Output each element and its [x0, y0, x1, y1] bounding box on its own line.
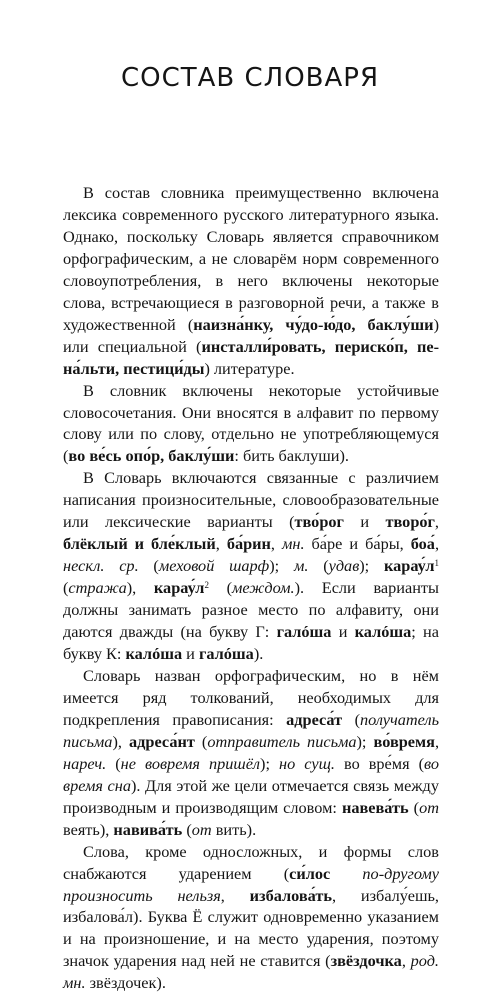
text-run: вить). [211, 819, 257, 839]
text-run: ( [182, 819, 192, 839]
homonym-index: 1 [434, 558, 439, 569]
paragraph [63, 467, 439, 665]
bold-term: боа́ [410, 534, 435, 554]
bold-term: во́время [373, 731, 435, 751]
text-run: ( [106, 753, 121, 773]
bold-term: си́лос [289, 863, 331, 883]
text-run: ); [359, 556, 384, 576]
text-run: В Словарь включаются связанные с различием написания произносительные, словообразовательные или лексические варианты ( [63, 468, 439, 532]
italic-note: междом. [232, 578, 295, 598]
text-run: во вре́мя ( [334, 753, 425, 773]
text-run: : бить баклуши). [234, 446, 349, 466]
bold-term: навева́ть [341, 797, 409, 817]
italic-note: удав [328, 556, 360, 576]
bold-term: во ве́сь опо́р, баклу́ши [68, 446, 235, 466]
text-run: , [215, 534, 227, 554]
text-run: ). Если варианты должны занимать разное место по алфавиту, они даются дважды (на букву Г: [63, 578, 439, 642]
italic-note: от [419, 797, 439, 817]
bold-term: звёздочка [330, 951, 402, 971]
text-run: ). Для этой же цели отмечается связь между производным и производящим словом: [63, 775, 439, 817]
bold-term: карау́л [383, 556, 435, 576]
text-run: , [270, 534, 282, 554]
text-run: , [401, 951, 411, 971]
italic-note: получатель письма [63, 709, 439, 751]
text-run [330, 864, 362, 883]
text-run: , [434, 512, 439, 532]
text-run: ( [342, 709, 361, 729]
text-run: ); [260, 753, 280, 773]
text-run: ). [253, 644, 264, 664]
text-run: В словник включены некоторые устойчивые словосочетания. Они вносятся в алфавит по первому слову или по слову, отдельно не употребляющемуся ( [63, 380, 439, 466]
bold-term: калóша [354, 622, 412, 642]
bold-term: творо́г [385, 512, 435, 532]
text-run: ); [356, 731, 374, 751]
text-run: веять), [63, 819, 114, 839]
italic-note: не вовремя пришёл [120, 753, 261, 773]
italic-note: отправитель письма [207, 731, 357, 751]
bold-term: карау́л [153, 578, 205, 598]
paragraph [63, 841, 439, 994]
paragraph [63, 182, 439, 380]
bold-term: адреса́т [286, 709, 343, 729]
bold-term: калóша [125, 644, 183, 664]
bold-term: избалова́ть [249, 885, 333, 905]
text-run: ( [138, 556, 159, 576]
text-run: и [182, 644, 199, 664]
text-run: ); [269, 556, 294, 576]
italic-note: нареч. [63, 753, 107, 773]
text-run: ( [208, 578, 233, 598]
italic-note: от [191, 819, 212, 839]
text-run: ( [408, 797, 420, 817]
text-run: , [434, 534, 440, 554]
text-run: ( [308, 556, 329, 576]
bold-term: инсталли́ровать, периско́п, пена́льти, пестици́ды [63, 336, 439, 378]
text-run: ) или специальной ( [63, 314, 439, 356]
text-run: ( [194, 731, 208, 751]
text-run: Словарь назван орфографическим, но в нём имеется ряд толкований, необходимых для подкрепления правописания: [63, 665, 439, 729]
bold-term: навива́ть [113, 819, 183, 839]
text-run: ; на букву К: [63, 622, 439, 664]
text-run: ), [126, 578, 154, 598]
bold-term: наизна́нку, чу́до-ю́до, баклу́ши [193, 314, 434, 334]
paragraph [63, 665, 439, 841]
homonym-index: 2 [204, 580, 209, 591]
text-run: В состав словника преимущественно включена лексика современного русского литературного языка. Однако, поскольку Словарь является справочником орфографическим, а не словарём норм современного словоупотребления, в него включены некоторые слова, встречающиеся в разговорной речи, а также в художественной ( [63, 183, 439, 334]
text-run: и [331, 622, 355, 642]
text-run: звёздочек). [85, 973, 166, 993]
italic-note: во время сна [63, 753, 440, 795]
italic-note: нескл. ср. [63, 556, 139, 576]
page-body [63, 182, 439, 994]
bold-term: галóша [276, 622, 332, 642]
text-run: ) литературе. [204, 358, 295, 378]
italic-note: но сущ. [279, 753, 335, 773]
text-run: и [343, 512, 386, 532]
text-run: , [220, 885, 250, 905]
italic-note: род. мн. [63, 951, 439, 993]
text-run: ), [112, 731, 130, 751]
text-run: , избалу́ешь, избалова́л). Буква Ё служит одновременно указанием и на произношение, и на место ударения, поэтому значок ударения над ней не ставится ( [63, 885, 439, 971]
italic-note: по-другому произносить нельзя [63, 863, 439, 905]
paragraph [63, 380, 439, 468]
italic-note: меховой шарф [158, 556, 270, 576]
bold-term: ба́рин [226, 534, 271, 554]
bold-term: тво́рог [294, 512, 344, 532]
italic-note: стража [68, 578, 127, 598]
bold-term: галóша [198, 644, 254, 664]
text-run: , [434, 731, 440, 751]
text-run: Слова, кроме односложных, и формы слов снабжаются ударением ( [63, 841, 439, 883]
text-run: ба́ре и ба́ры, [304, 534, 411, 554]
italic-note: м. [293, 556, 309, 576]
bold-term: адреса́нт [129, 731, 195, 751]
bold-term: блёклый и бле́клый [63, 534, 216, 554]
italic-note: мн. [281, 534, 305, 554]
page-title: СОСТАВ СЛОВАРЯ [120, 63, 380, 93]
text-run: ( [63, 578, 69, 598]
